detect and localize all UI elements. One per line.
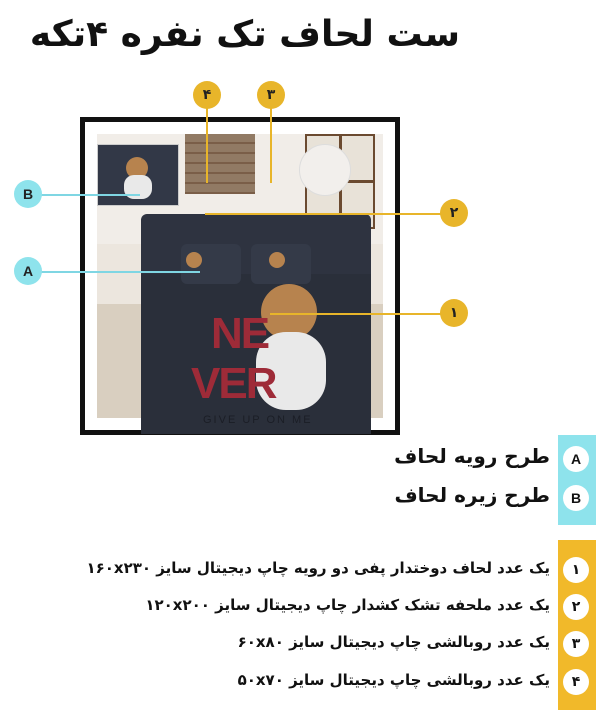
legend-item-4-text: یک عدد روبالشی چاپ دیجیتال سایز ۵۰x۷۰ xyxy=(237,671,550,689)
legend-chip-3: ۳ xyxy=(563,631,589,657)
bed-duvet xyxy=(141,214,371,434)
legend-items-bar xyxy=(558,540,596,710)
photo-brick-wall xyxy=(185,134,255,194)
callout-a: A xyxy=(14,257,42,285)
legend-chip-a: A xyxy=(563,446,589,472)
callout-3: ۳ xyxy=(257,81,285,109)
product-photo xyxy=(97,134,383,426)
legend-ab-bar xyxy=(558,435,596,525)
bear-print-small-1 xyxy=(186,252,202,268)
print-text-ver: VER xyxy=(191,359,276,408)
callout-2: ۲ xyxy=(440,199,468,227)
legend-item-3-text: یک عدد روبالشی چاپ دیجیتال سایز ۶۰x۸۰ xyxy=(237,633,550,651)
print-text-ne: NE xyxy=(211,309,269,358)
legend-item-1-text: یک عدد لحاف دوختدار پفی دو رویه چاپ دیجیتال سایز ۱۶۰x۲۳۰ xyxy=(86,559,550,577)
legend-chip-4: ۴ xyxy=(563,669,589,695)
legend-chip-1: ۱ xyxy=(563,557,589,583)
photo-inset-bottom-side xyxy=(97,144,179,206)
legend-chip-2: ۲ xyxy=(563,594,589,620)
leader-3 xyxy=(270,108,272,183)
leader-4 xyxy=(206,108,208,183)
print-text-give: GIVE UP ON ME xyxy=(203,414,313,426)
photo-circle xyxy=(299,144,351,196)
legend-b-text: طرح زیره لحاف xyxy=(394,483,550,507)
page-title: ست لحاف تک نفره ۴تکه xyxy=(29,14,460,55)
callout-1: ۱ xyxy=(440,299,468,327)
callout-4: ۴ xyxy=(193,81,221,109)
callout-b: B xyxy=(14,180,42,208)
bear-print-small-2 xyxy=(269,252,285,268)
leader-1 xyxy=(270,313,442,315)
product-photo-frame xyxy=(80,117,400,435)
leader-b xyxy=(40,194,140,196)
leader-a xyxy=(40,271,200,273)
legend-chip-b: B xyxy=(563,485,589,511)
leader-2 xyxy=(205,213,441,215)
legend-a-text: طرح رویه لحاف xyxy=(394,444,550,468)
legend-item-2-text: یک عدد ملحفه تشک کشدار چاپ دیجیتال سایز ۱۲۰x۲۰۰ xyxy=(145,596,550,614)
